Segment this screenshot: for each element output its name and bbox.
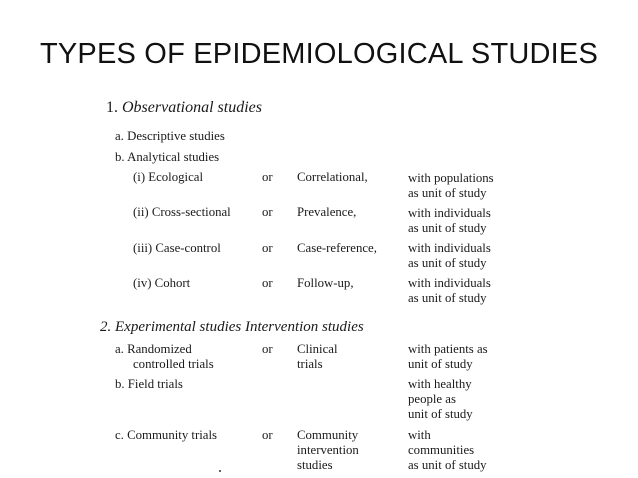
row-cohort-unit-line1: with individuals [408,276,491,290]
row-ecological-or: or [262,170,273,184]
section-1-title: Observational studies [122,99,262,116]
scan-speck [219,470,221,472]
row-cross-sectional-label: (ii) Cross-sectional [133,205,231,219]
section-1-number: 1. [106,99,118,116]
randomized-trials-or: or [262,342,273,356]
row-cohort-or: or [262,276,273,290]
row-cohort-label: (iv) Cohort [133,276,191,290]
randomized-trials-alt-line2: trials [297,357,323,371]
row-cohort-unit-line2: as unit of study [408,291,487,305]
row-cross-sectional-alt: Prevalence, [297,205,357,219]
row-ecological-unit-line1: with populations [408,171,494,185]
community-trials-label: c. Community trials [115,428,218,442]
section-1-heading [106,99,262,117]
field-trials-unit-line1: with healthy [408,377,472,391]
community-trials-unit-line2: communities [408,443,475,457]
randomized-trials-unit-line1: with patients as [408,342,488,356]
analytical-studies-item: b. Analytical studies [115,150,220,164]
row-case-control-alt: Case-reference, [297,241,377,255]
row-case-control-unit-line2: as unit of study [408,256,487,270]
row-case-control-or: or [262,241,273,255]
community-trials-unit-line3: as unit of study [408,458,487,472]
page-title: TYPES OF EPIDEMIOLOGICAL STUDIES [39,38,599,70]
row-case-control-label: (iii) Case-control [133,241,221,255]
community-trials-alt-line2: intervention [297,443,359,457]
row-ecological-unit-line2: as unit of study [408,186,487,200]
field-trials-label: b. Field trials [115,377,183,391]
community-trials-unit-line1: with [408,428,431,442]
row-cross-sectional-or: or [262,205,273,219]
community-trials-or: or [262,428,273,442]
row-cross-sectional-unit-line1: with individuals [408,206,491,220]
field-trials-unit-line3: unit of study [408,407,473,421]
randomized-trials-unit-line2: unit of study [408,357,473,371]
field-trials-unit-line2: people as [408,392,456,406]
row-case-control-unit-line1: with individuals [408,241,491,255]
community-trials-alt-line1: Community [297,428,359,442]
randomized-trials-label-line2: controlled trials [133,357,214,371]
community-trials-alt-line3: studies [297,458,333,472]
row-ecological-label: (i) Ecological [133,170,203,184]
row-cross-sectional-unit-line2: as unit of study [408,221,487,235]
row-cohort-alt: Follow-up, [297,276,354,290]
descriptive-studies-item: a. Descriptive studies [115,129,225,143]
randomized-trials-alt-line1: Clinical [297,342,338,356]
section-2-heading: 2. Experimental studies Intervention studies [100,319,364,335]
row-ecological-alt: Correlational, [297,170,368,184]
randomized-trials-label-line1: a. Randomized [115,342,192,356]
